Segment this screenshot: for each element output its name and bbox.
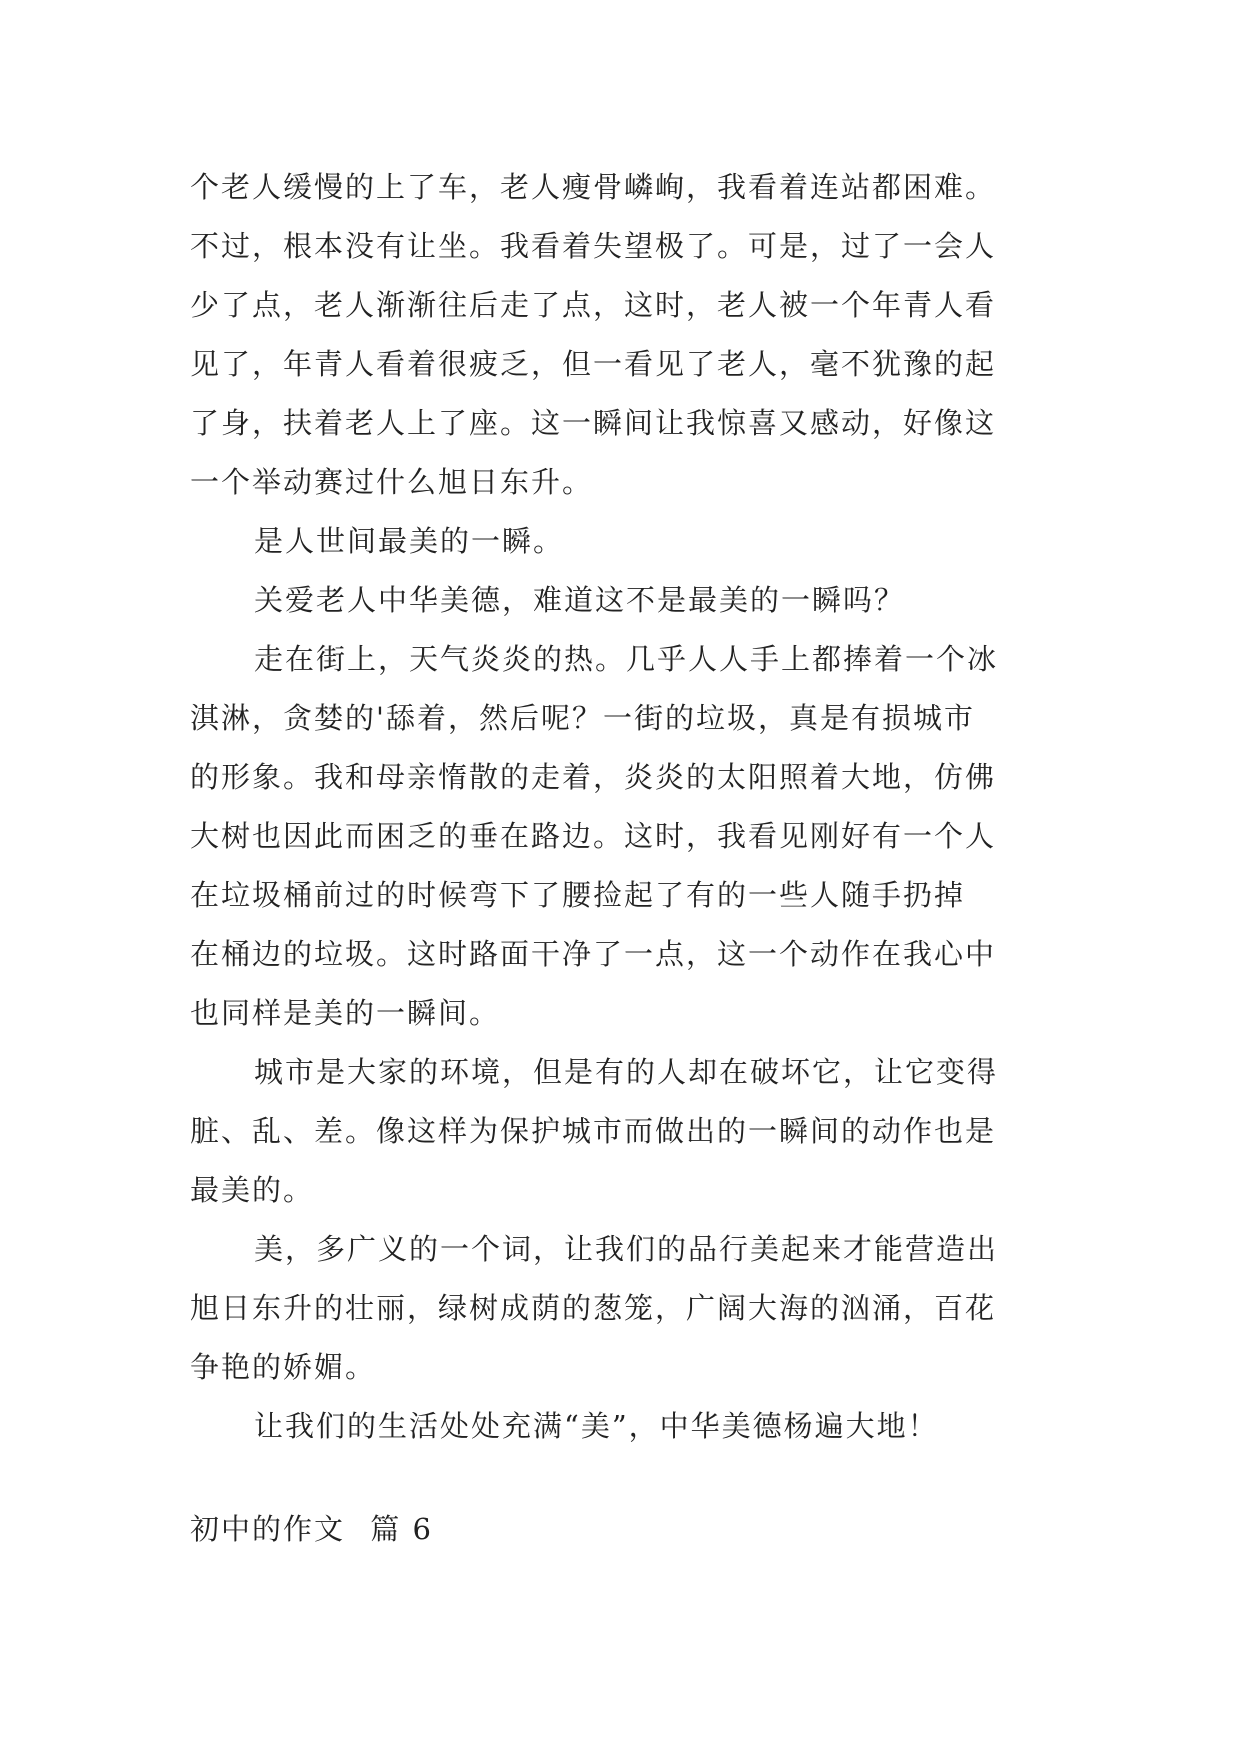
paragraph xyxy=(190,571,1070,630)
text-line: 走在街上，天气炎炎的热。几乎人人手上都捧着一个冰 xyxy=(254,642,999,676)
text-line: 在桶边的垃圾。这时路面干净了一点，这一个动作在我心中 xyxy=(190,937,997,971)
paragraph xyxy=(190,1043,1070,1220)
text-line: 争艳的娇媚。 xyxy=(190,1350,377,1384)
paragraph xyxy=(190,512,1070,571)
text-line: 旭日东升的壮丽，绿树成荫的葱笼，广阔大海的汹涌，百花 xyxy=(190,1291,997,1325)
paragraph xyxy=(190,1220,1070,1397)
section-heading-title: 初中的作文 xyxy=(190,1512,346,1546)
paragraph xyxy=(190,630,1070,1043)
text-line: 是人世间最美的一瞬。 xyxy=(254,524,565,558)
text-line: 让我们的生活处处充满“美”，中华美德杨遍大地！ xyxy=(254,1409,939,1443)
text-line: 见了，年青人看着很疲乏，但一看见了老人，毫不犹豫的起 xyxy=(190,347,997,381)
essay-body xyxy=(190,158,1070,1456)
section-heading-number: 6 xyxy=(412,1512,433,1546)
text-line: 一个举动赛过什么旭日东升。 xyxy=(190,465,594,499)
section-heading xyxy=(190,1500,433,1559)
text-line: 最美的。 xyxy=(190,1173,315,1207)
paragraph xyxy=(190,1397,1070,1456)
paragraph xyxy=(190,158,1070,512)
text-line: 少了点，老人渐渐往后走了点，这时，老人被一个年青人看 xyxy=(190,288,997,322)
text-line: 不过，根本没有让坐。我看着失望极了。可是，过了一会人 xyxy=(190,229,997,263)
text-line: 大树也因此而困乏的垂在路边。这时，我看见刚好有一个人 xyxy=(190,819,997,853)
text-line: 在垃圾桶前过的时候弯下了腰捡起了有的一些人随手扔掉 xyxy=(190,878,966,912)
text-line: 脏、乱、差。像这样为保护城市而做出的一瞬间的动作也是 xyxy=(190,1114,997,1148)
text-line: 城市是大家的环境，但是有的人却在破坏它，让它变得 xyxy=(254,1055,999,1089)
text-line: 个老人缓慢的上了车，老人瘦骨嶙峋，我看着连站都困难。 xyxy=(190,170,997,204)
text-line: 淇淋，贪婪的'舔着，然后呢？一街的垃圾，真是有损城市 xyxy=(190,701,975,735)
text-line: 了身，扶着老人上了座。这一瞬间让我惊喜又感动，好像这 xyxy=(190,406,997,440)
section-heading-label: 篇 xyxy=(370,1512,402,1546)
text-line: 的形象。我和母亲惰散的走着，炎炎的太阳照着大地，仿佛 xyxy=(190,760,997,794)
text-line: 也同样是美的一瞬间。 xyxy=(190,996,501,1030)
text-line: 美，多广义的一个词，让我们的品行美起来才能营造出 xyxy=(254,1232,999,1266)
text-line: 关爱老人中华美德，难道这不是最美的一瞬吗？ xyxy=(254,583,906,617)
